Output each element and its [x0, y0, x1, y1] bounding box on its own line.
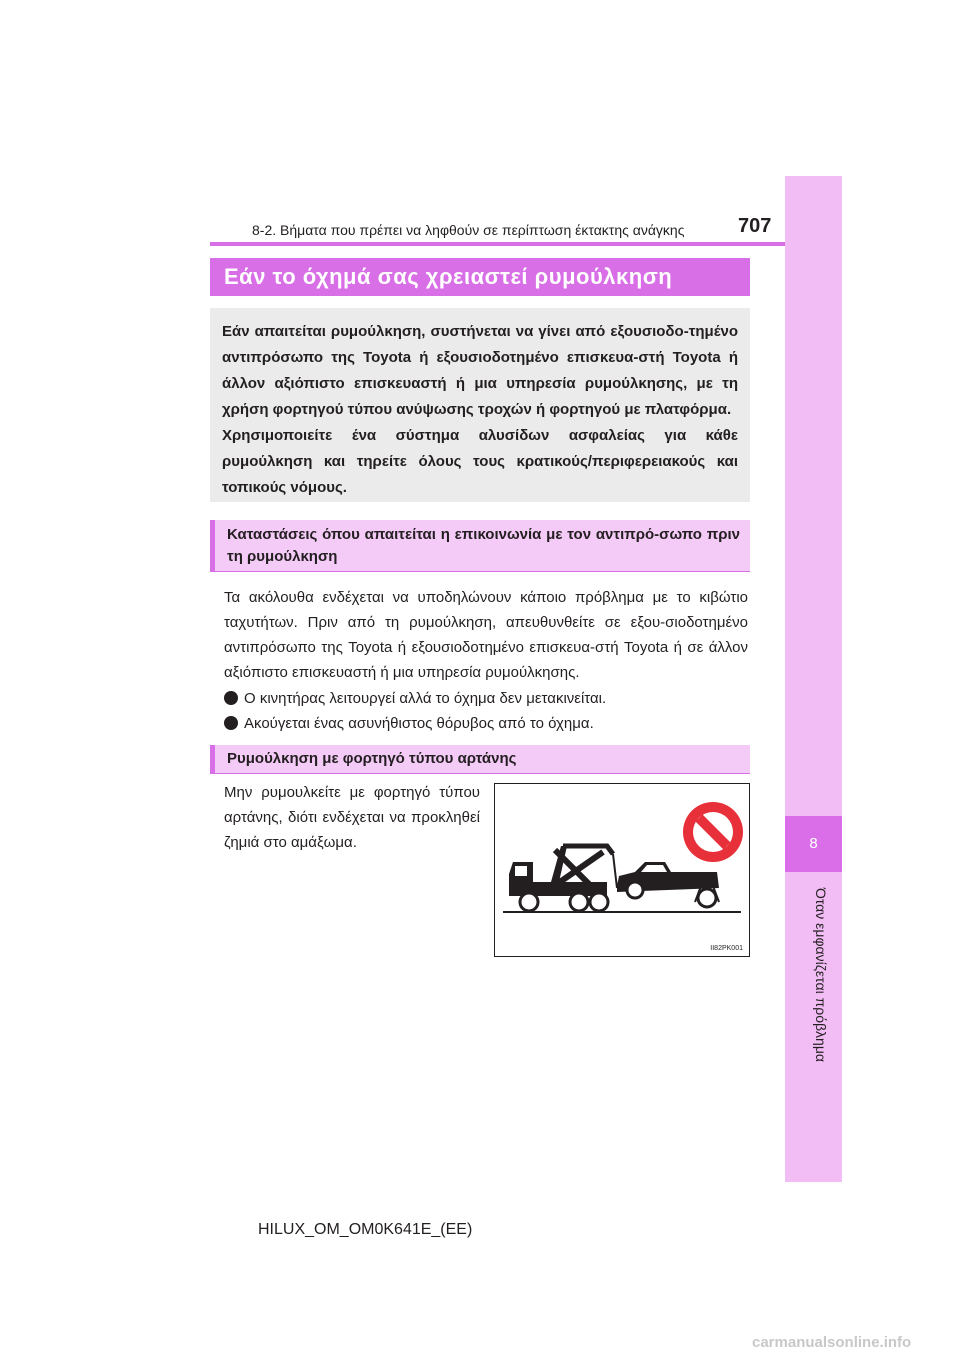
bullet-icon [224, 691, 238, 705]
warning-paragraph-1: Εάν απαιτείται ρυμούλκηση, συστήνεται να γίνει από εξουσιοδο-τημένο αντιπρόσωπο της Toyota ή εξουσιοδοτημένο επισκευα-στή Toyota ή άλλον αξιόπιστο επισκευαστή ή μια υπηρεσία ρυμούλκησης, με τη χρήση φορτηγού τύπου ανύψωσης τροχών ή φορτηγού με πλατφόρμα. [222, 323, 738, 418]
section1-paragraph: Τα ακόλουθα ενδέχεται να υποδηλώνουν κάποιο πρόβλημα με το κιβώτιο ταχυτήτων. Πριν από τη ρυμούλκηση, απευθυνθείτε σε εξου-σιοδοτημένο αντιπρόσωπο της Toyota ή εξουσιοδοτημένο επισκευα-στή Toyota ή σε άλλον αξιόπιστο επισκευαστή ή μια υπηρεσία ρυμούλκησης. [224, 589, 748, 681]
section-heading-sling-truck: Ρυμούλκηση με φορτηγό τύπου αρτάνης [210, 745, 750, 774]
sling-tow-illustration [494, 783, 750, 957]
header-rule [210, 242, 785, 246]
tow-truck-illustration-svg [495, 784, 751, 958]
section1-body [224, 585, 748, 685]
list-item [224, 688, 606, 710]
tow-truck-icon [509, 846, 617, 911]
chapter-number-box [785, 816, 842, 872]
warning-paragraph-2: Χρησιμοποιείτε ένα σύστημα αλυσίδων ασφαλείας για κάθε ρυμούλκηση και τηρείτε όλους τους κρατικούς/περιφερειακούς και τοπικούς νόμους. [222, 427, 738, 496]
watermark: carmanualsonline.info [752, 1334, 912, 1351]
prohibition-icon [683, 802, 743, 862]
section-header: 8-2. Βήματα που πρέπει να ληφθούν σε περίπτωση έκτακτης ανάγκης [252, 222, 685, 238]
bullet-icon [224, 716, 238, 730]
bullet-text: Ακούγεται ένας ασυνήθιστος θόρυβος από το όχημα. [244, 715, 594, 732]
section2-body: Μην ρυμουλκείτε με φορτηγό τύπου αρτάνης, διότι ενδέχεται να προκληθεί ζημιά στο αμάξωμα. [224, 784, 480, 851]
chapter-side-tab [785, 176, 842, 1182]
chapter-number: 8 [809, 835, 818, 852]
figure-id: II82PK001 [710, 945, 743, 952]
chapter-title: Όταν εμφανίζεται πρόβλημα [813, 888, 829, 1062]
warning-box [210, 308, 750, 502]
bullet-text: Ο κινητήρας λειτουργεί αλλά το όχημα δεν μετακινείται. [244, 690, 607, 707]
page-number: 707 [738, 215, 772, 237]
pickup-truck-icon [617, 862, 719, 907]
page-title: Εάν το όχημά σας χρειαστεί ρυμούλκηση [210, 258, 750, 296]
list-item [224, 713, 594, 735]
section-heading-dealer-contact: Καταστάσεις όπου απαιτείται η επικοινωνία με τον αντιπρό-σωπο πριν τη ρυμούλκηση [210, 520, 750, 572]
document-code-footer: HILUX_OM_OM0K641E_(EE) [258, 1221, 473, 1238]
